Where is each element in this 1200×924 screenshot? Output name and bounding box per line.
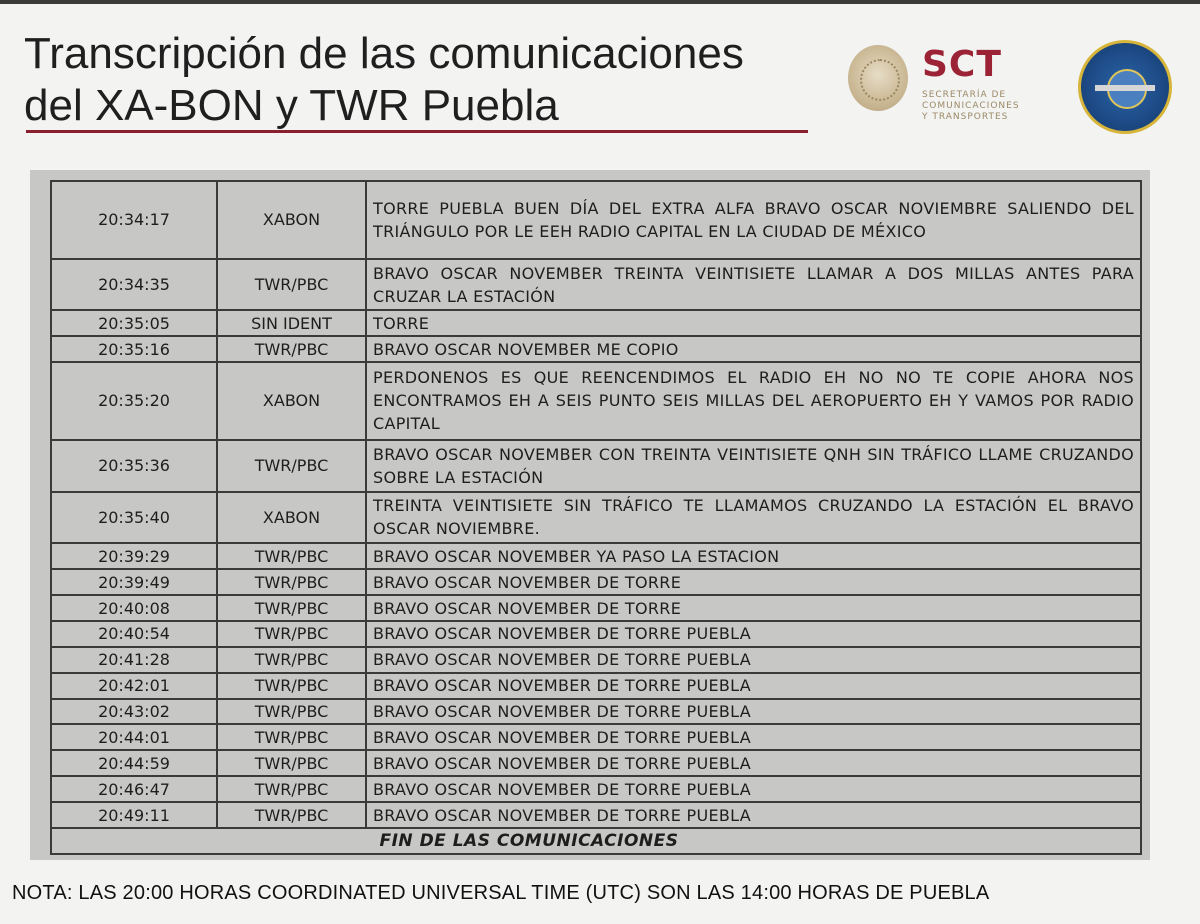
message-cell: BRAVO OSCAR NOVEMBER TREINTA VEINTISIETE LLAMAR A DOS MILLAS ANTES PARA CRUZAR LA ESTACIÓN — [366, 259, 1141, 311]
message-cell: PERDONENOS ES QUE REENCENDIMOS EL RADIO EH NO NO TE COPIE AHORA NOS ENCONTRAMOS EH A SEIS PUNTO SEIS MILLAS DEL AEROPUERTO EH Y VAMOS POR RADIO CAPITAL — [366, 362, 1141, 440]
time-cell: 20:35:05 — [51, 310, 217, 336]
station-cell: TWR/PBC — [217, 699, 366, 725]
sct-subtitle-line-1: SECRETARÍA DE — [922, 90, 1007, 100]
time-cell: 20:35:16 — [51, 336, 217, 362]
time-cell: 20:49:11 — [51, 802, 217, 828]
station-cell: TWR/PBC — [217, 673, 366, 699]
station-cell: TWR/PBC — [217, 776, 366, 802]
station-cell: XABON — [217, 181, 366, 259]
message-cell: TORRE — [366, 310, 1141, 336]
station-cell: XABON — [217, 492, 366, 544]
national-seal-logo — [848, 45, 908, 111]
message-cell: BRAVO OSCAR NOVEMBER CON TREINTA VEINTISIETE QNH SIN TRÁFICO LLAME CRUZANDO SOBRE LA ESTACIÓN — [366, 440, 1141, 492]
station-cell: SIN IDENT — [217, 310, 366, 336]
sct-wordmark: SCT — [922, 44, 1002, 85]
time-cell: 20:44:59 — [51, 750, 217, 776]
aeronautics-agency-badge — [1078, 40, 1172, 134]
sct-subtitle — [922, 90, 1052, 123]
time-cell: 20:34:17 — [51, 181, 217, 259]
message-cell: BRAVO OSCAR NOVEMBER DE TORRE PUEBLA — [366, 699, 1141, 725]
time-cell: 20:39:29 — [51, 543, 217, 569]
station-cell: TWR/PBC — [217, 569, 366, 595]
station-cell: TWR/PBC — [217, 802, 366, 828]
message-cell: BRAVO OSCAR NOVEMBER DE TORRE PUEBLA — [366, 724, 1141, 750]
station-cell: TWR/PBC — [217, 724, 366, 750]
title-underline — [26, 130, 808, 133]
table-row — [51, 492, 1141, 544]
time-cell: 20:43:02 — [51, 699, 217, 725]
table-row — [51, 699, 1141, 725]
time-cell: 20:41:28 — [51, 647, 217, 673]
station-cell: TWR/PBC — [217, 621, 366, 647]
table-row — [51, 336, 1141, 362]
time-cell: 20:34:35 — [51, 259, 217, 311]
time-cell: 20:35:36 — [51, 440, 217, 492]
station-cell: TWR/PBC — [217, 259, 366, 311]
station-cell: TWR/PBC — [217, 336, 366, 362]
station-cell: TWR/PBC — [217, 440, 366, 492]
table-row — [51, 724, 1141, 750]
table-row — [51, 440, 1141, 492]
end-of-communications-label: FIN DE LAS COMUNICACIONES — [51, 828, 1141, 854]
message-cell: BRAVO OSCAR NOVEMBER YA PASO LA ESTACION — [366, 543, 1141, 569]
table-row — [51, 569, 1141, 595]
station-cell: XABON — [217, 362, 366, 440]
table-row — [51, 621, 1141, 647]
table-row — [51, 362, 1141, 440]
sct-subtitle-line-3: Y TRANSPORTES — [922, 112, 1009, 122]
table-row — [51, 776, 1141, 802]
message-cell: TREINTA VEINTISIETE SIN TRÁFICO TE LLAMAMOS CRUZANDO LA ESTACIÓN EL BRAVO OSCAR NOVIEMBRE. — [366, 492, 1141, 544]
station-cell: TWR/PBC — [217, 750, 366, 776]
title-line-2: del XA-BON y TWR Puebla — [24, 81, 559, 130]
sct-subtitle-line-2: COMUNICACIONES — [922, 101, 1020, 111]
station-cell: TWR/PBC — [217, 595, 366, 621]
table-row — [51, 647, 1141, 673]
message-cell: BRAVO OSCAR NOVEMBER DE TORRE PUEBLA — [366, 621, 1141, 647]
time-cell: 20:39:49 — [51, 569, 217, 595]
message-cell: BRAVO OSCAR NOVEMBER DE TORRE PUEBLA — [366, 647, 1141, 673]
message-cell: BRAVO OSCAR NOVEMBER ME COPIO — [366, 336, 1141, 362]
time-cell: 20:42:01 — [51, 673, 217, 699]
top-border — [0, 0, 1200, 4]
transcript-table — [50, 180, 1142, 855]
title-line-1: Transcripción de las comunicaciones — [24, 29, 744, 78]
time-cell: 20:44:01 — [51, 724, 217, 750]
table-row — [51, 673, 1141, 699]
message-cell: BRAVO OSCAR NOVEMBER DE TORRE PUEBLA — [366, 776, 1141, 802]
time-cell: 20:46:47 — [51, 776, 217, 802]
transcript-panel — [30, 170, 1150, 860]
message-cell: BRAVO OSCAR NOVEMBER DE TORRE — [366, 595, 1141, 621]
table-row — [51, 802, 1141, 828]
page-title — [24, 28, 744, 132]
station-cell: TWR/PBC — [217, 543, 366, 569]
time-cell: 20:40:54 — [51, 621, 217, 647]
table-row — [51, 310, 1141, 336]
table-row — [51, 750, 1141, 776]
message-cell: TORRE PUEBLA BUEN DÍA DEL EXTRA ALFA BRAVO OSCAR NOVIEMBRE SALIENDO DEL TRIÁNGULO POR LE EEH RADIO CAPITAL EN LA CIUDAD DE MÉXICO — [366, 181, 1141, 259]
table-row — [51, 595, 1141, 621]
message-cell: BRAVO OSCAR NOVEMBER DE TORRE PUEBLA — [366, 673, 1141, 699]
message-cell: BRAVO OSCAR NOVEMBER DE TORRE PUEBLA — [366, 802, 1141, 828]
station-cell: TWR/PBC — [217, 647, 366, 673]
sct-logo — [922, 44, 1052, 123]
table-row — [51, 543, 1141, 569]
table-row — [51, 259, 1141, 311]
time-cell: 20:35:20 — [51, 362, 217, 440]
time-cell: 20:40:08 — [51, 595, 217, 621]
time-cell: 20:35:40 — [51, 492, 217, 544]
table-row — [51, 181, 1141, 259]
transcript-body — [51, 181, 1141, 854]
message-cell: BRAVO OSCAR NOVEMBER DE TORRE PUEBLA — [366, 750, 1141, 776]
table-end-row — [51, 828, 1141, 854]
utc-note: NOTA: LAS 20:00 HORAS COORDINATED UNIVERSAL TIME (UTC) SON LAS 14:00 HORAS DE PUEBLA — [12, 882, 990, 904]
message-cell: BRAVO OSCAR NOVEMBER DE TORRE — [366, 569, 1141, 595]
